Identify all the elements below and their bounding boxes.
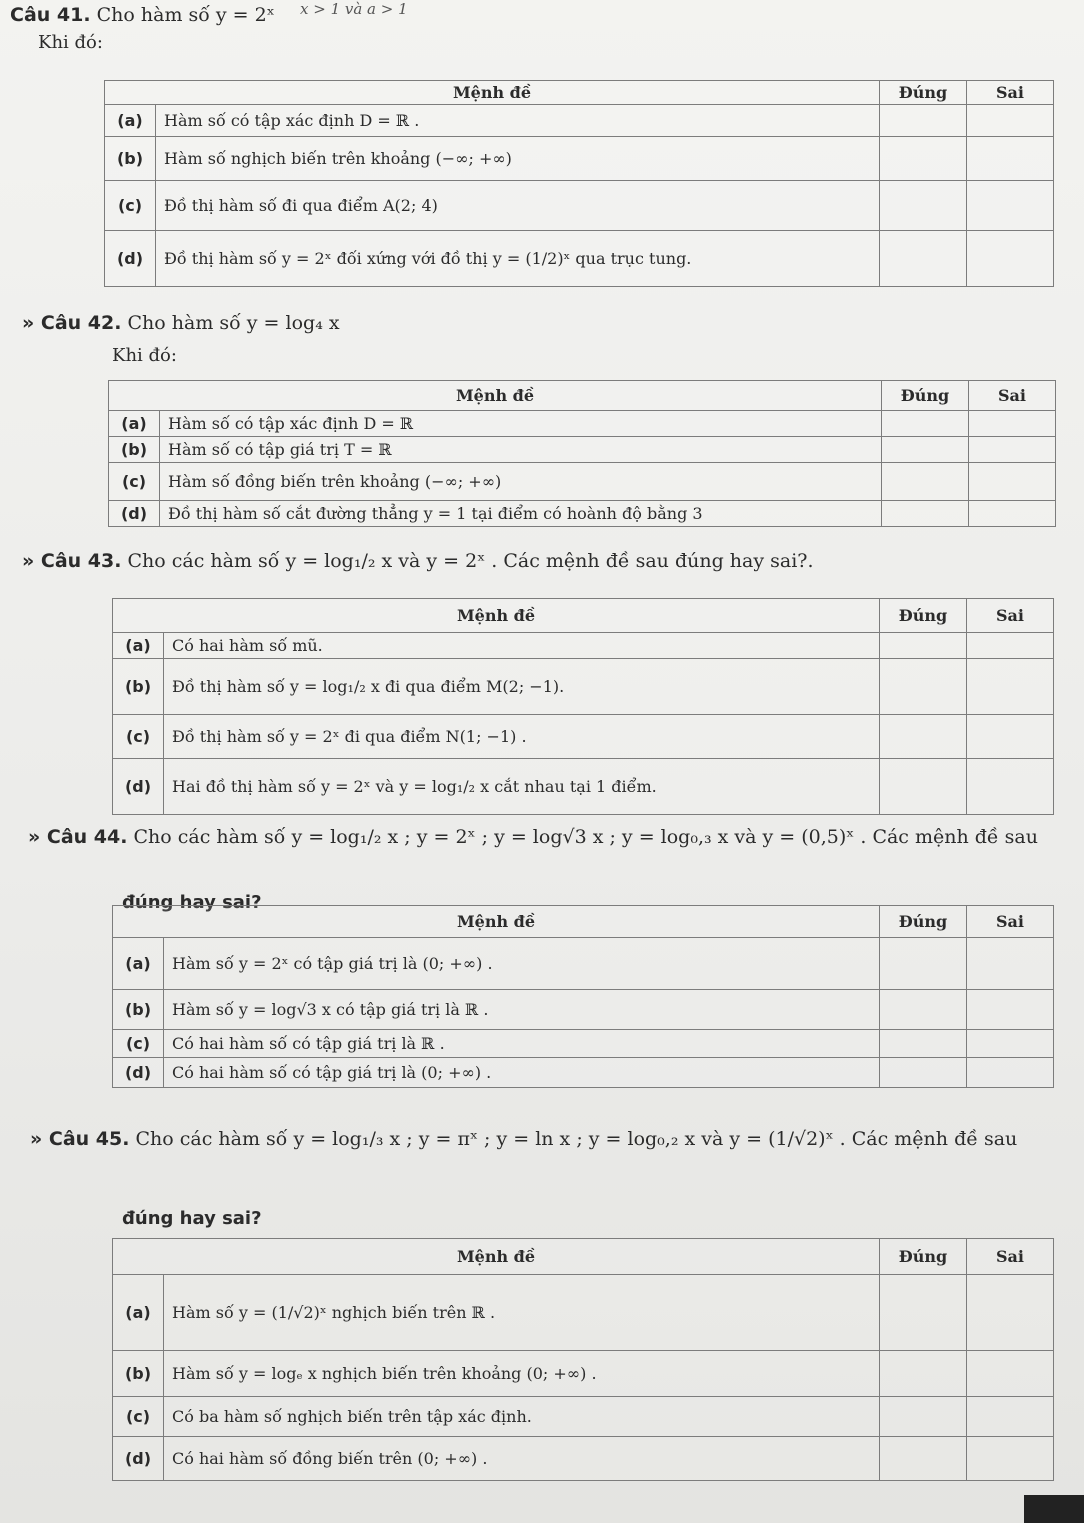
row-statement: Có ba hàm số nghịch biến trên tập xác định. — [164, 1397, 880, 1437]
table-row — [109, 437, 1056, 463]
table-row — [105, 105, 1054, 137]
row-label: (d) — [113, 759, 164, 815]
header-menh-de: Mệnh đề — [113, 906, 880, 938]
question-42-label: » Câu 42. — [22, 312, 122, 334]
question-42-title — [22, 312, 340, 334]
question-44-continuation: đúng hay sai? — [122, 892, 262, 913]
table-row — [113, 1437, 1054, 1481]
answer-sai-cell[interactable] — [967, 1275, 1054, 1351]
answer-sai-cell[interactable] — [967, 715, 1054, 759]
table-row — [113, 659, 1054, 715]
answer-dung-cell[interactable] — [880, 137, 967, 181]
answer-dung-cell[interactable] — [882, 411, 969, 437]
answer-sai-cell[interactable] — [967, 231, 1054, 287]
row-label: (c) — [113, 715, 164, 759]
answer-dung-cell[interactable] — [882, 501, 969, 527]
table-header-row — [113, 906, 1054, 938]
header-dung: Đúng — [880, 1239, 967, 1275]
row-label: (a) — [109, 411, 160, 437]
row-statement: Đồ thị hàm số y = 2ˣ đối xứng với đồ thị y = (1/2)ˣ qua trục tung. — [156, 231, 880, 287]
answer-sai-cell[interactable] — [969, 437, 1056, 463]
row-statement: Có hai hàm số mũ. — [164, 633, 880, 659]
answer-dung-cell[interactable] — [880, 1437, 967, 1481]
question-41-label: Câu 41. — [10, 4, 91, 26]
answer-sai-cell[interactable] — [967, 1030, 1054, 1058]
table-row — [113, 759, 1054, 815]
answer-sai-cell[interactable] — [967, 1351, 1054, 1397]
row-label: (a) — [113, 1275, 164, 1351]
row-label: (d) — [113, 1058, 164, 1088]
row-label: (d) — [105, 231, 156, 287]
question-45-label: » Câu 45. — [30, 1128, 130, 1150]
row-label: (b) — [109, 437, 160, 463]
answer-dung-cell[interactable] — [880, 659, 967, 715]
table-row — [113, 633, 1054, 659]
table-row — [109, 463, 1056, 501]
row-statement: Đồ thị hàm số cắt đường thẳng y = 1 tại điểm có hoành độ bằng 3 — [160, 501, 882, 527]
row-label: (d) — [113, 1437, 164, 1481]
row-statement: Hàm số có tập giá trị T = ℝ — [160, 437, 882, 463]
table-header-row — [113, 599, 1054, 633]
question-41-table — [104, 80, 1054, 287]
row-label: (a) — [113, 938, 164, 990]
answer-dung-cell[interactable] — [880, 938, 967, 990]
header-sai: Sai — [967, 906, 1054, 938]
row-statement: Hàm số đồng biến trên khoảng (−∞; +∞) — [160, 463, 882, 501]
answer-sai-cell[interactable] — [969, 463, 1056, 501]
header-menh-de: Mệnh đề — [109, 381, 882, 411]
row-statement: Hàm số y = log√3 x có tập giá trị là ℝ . — [164, 990, 880, 1030]
photo-corner-shadow — [1024, 1495, 1084, 1523]
table-header-row — [109, 381, 1056, 411]
question-43-intro: Cho các hàm số y = log₁/₂ x và y = 2ˣ . Các mệnh đề sau đúng hay sai?. — [127, 550, 814, 572]
answer-sai-cell[interactable] — [967, 1437, 1054, 1481]
table-row — [105, 231, 1054, 287]
header-dung: Đúng — [880, 906, 967, 938]
question-45-continuation: đúng hay sai? — [122, 1208, 262, 1229]
row-label: (a) — [105, 105, 156, 137]
table-row — [113, 1275, 1054, 1351]
row-label: (d) — [109, 501, 160, 527]
table-header-row — [105, 81, 1054, 105]
answer-dung-cell[interactable] — [880, 990, 967, 1030]
header-menh-de: Mệnh đề — [113, 1239, 880, 1275]
answer-dung-cell[interactable] — [880, 1030, 967, 1058]
answer-sai-cell[interactable] — [967, 181, 1054, 231]
answer-dung-cell[interactable] — [880, 1275, 967, 1351]
row-label: (b) — [113, 659, 164, 715]
row-statement: Đồ thị hàm số y = 2ˣ đi qua điểm N(1; −1) . — [164, 715, 880, 759]
row-label: (b) — [113, 990, 164, 1030]
table-row — [105, 137, 1054, 181]
answer-dung-cell[interactable] — [880, 759, 967, 815]
question-45-intro: Cho các hàm số y = log₁/₃ x ; y = πˣ ; y = ln x ; y = log₀,₂ x và y = (1/√2)ˣ . Các mệnh đề sau — [135, 1128, 1018, 1150]
question-41-intro: Cho hàm số y = 2ˣ — [96, 4, 275, 26]
row-label: (c) — [113, 1030, 164, 1058]
row-statement: Hai đồ thị hàm số y = 2ˣ và y = log₁/₂ x cắt nhau tại 1 điểm. — [164, 759, 880, 815]
header-sai: Sai — [969, 381, 1056, 411]
answer-sai-cell[interactable] — [967, 1397, 1054, 1437]
row-statement: Có hai hàm số có tập giá trị là (0; +∞) . — [164, 1058, 880, 1088]
question-41-title — [10, 4, 275, 26]
answer-dung-cell[interactable] — [882, 463, 969, 501]
question-43-title — [22, 550, 814, 572]
answer-sai-cell[interactable] — [969, 411, 1056, 437]
table-row — [113, 1351, 1054, 1397]
table-row — [113, 1058, 1054, 1088]
header-fragment: x > 1 và a > 1 — [300, 0, 408, 18]
header-dung: Đúng — [880, 81, 967, 105]
answer-dung-cell[interactable] — [880, 181, 967, 231]
row-statement: Đồ thị hàm số y = log₁/₂ x đi qua điểm M(2; −1). — [164, 659, 880, 715]
question-42-intro: Cho hàm số y = log₄ x — [127, 312, 340, 334]
answer-dung-cell[interactable] — [880, 1058, 967, 1088]
table-row — [109, 411, 1056, 437]
row-statement: Đồ thị hàm số đi qua điểm A(2; 4) — [156, 181, 880, 231]
question-42-table — [108, 380, 1056, 527]
answer-dung-cell[interactable] — [880, 1397, 967, 1437]
answer-dung-cell[interactable] — [880, 1351, 967, 1397]
row-label: (b) — [113, 1351, 164, 1397]
question-45-table — [112, 1238, 1054, 1481]
row-label: (c) — [109, 463, 160, 501]
answer-dung-cell[interactable] — [880, 633, 967, 659]
header-dung: Đúng — [882, 381, 969, 411]
table-row — [109, 501, 1056, 527]
row-statement: Có hai hàm số có tập giá trị là ℝ . — [164, 1030, 880, 1058]
question-41-khido: Khi đó: — [38, 32, 103, 53]
row-label: (b) — [105, 137, 156, 181]
row-statement: Hàm số y = 2ˣ có tập giá trị là (0; +∞) . — [164, 938, 880, 990]
table-header-row — [113, 1239, 1054, 1275]
header-sai: Sai — [967, 81, 1054, 105]
table-row — [113, 990, 1054, 1030]
answer-sai-cell[interactable] — [967, 633, 1054, 659]
table-row — [113, 1030, 1054, 1058]
header-sai: Sai — [967, 599, 1054, 633]
answer-sai-cell[interactable] — [967, 137, 1054, 181]
question-44-intro: Cho các hàm số y = log₁/₂ x ; y = 2ˣ ; y = log√3 x ; y = log₀,₃ x và y = (0,5)ˣ . Các mệnh đề sau — [133, 826, 1038, 848]
row-statement: Hàm số y = logₑ x nghịch biến trên khoảng (0; +∞) . — [164, 1351, 880, 1397]
question-44-label: » Câu 44. — [28, 826, 128, 848]
answer-sai-cell[interactable] — [967, 938, 1054, 990]
header-dung: Đúng — [880, 599, 967, 633]
row-label: (c) — [105, 181, 156, 231]
answer-dung-cell[interactable] — [880, 715, 967, 759]
table-row — [113, 715, 1054, 759]
answer-sai-cell[interactable] — [967, 1058, 1054, 1088]
answer-sai-cell[interactable] — [967, 659, 1054, 715]
question-45-title — [30, 1128, 1017, 1150]
answer-dung-cell[interactable] — [880, 105, 967, 137]
row-statement: Có hai hàm số đồng biến trên (0; +∞) . — [164, 1437, 880, 1481]
question-42-khido: Khi đó: — [112, 345, 177, 366]
table-row — [113, 1397, 1054, 1437]
header-sai: Sai — [967, 1239, 1054, 1275]
row-statement: Hàm số có tập xác định D = ℝ — [160, 411, 882, 437]
answer-dung-cell[interactable] — [882, 437, 969, 463]
answer-sai-cell[interactable] — [967, 105, 1054, 137]
row-label: (c) — [113, 1397, 164, 1437]
row-statement: Hàm số nghịch biến trên khoảng (−∞; +∞) — [156, 137, 880, 181]
header-menh-de: Mệnh đề — [105, 81, 880, 105]
question-43-table — [112, 598, 1054, 815]
table-row — [113, 938, 1054, 990]
header-menh-de: Mệnh đề — [113, 599, 880, 633]
question-44-title — [28, 826, 1038, 848]
question-43-label: » Câu 43. — [22, 550, 122, 572]
answer-sai-cell[interactable] — [969, 501, 1056, 527]
answer-sai-cell[interactable] — [967, 990, 1054, 1030]
answer-sai-cell[interactable] — [967, 759, 1054, 815]
row-statement: Hàm số y = (1/√2)ˣ nghịch biến trên ℝ . — [164, 1275, 880, 1351]
answer-dung-cell[interactable] — [880, 231, 967, 287]
table-row — [105, 181, 1054, 231]
row-statement: Hàm số có tập xác định D = ℝ . — [156, 105, 880, 137]
question-44-table — [112, 905, 1054, 1088]
row-label: (a) — [113, 633, 164, 659]
